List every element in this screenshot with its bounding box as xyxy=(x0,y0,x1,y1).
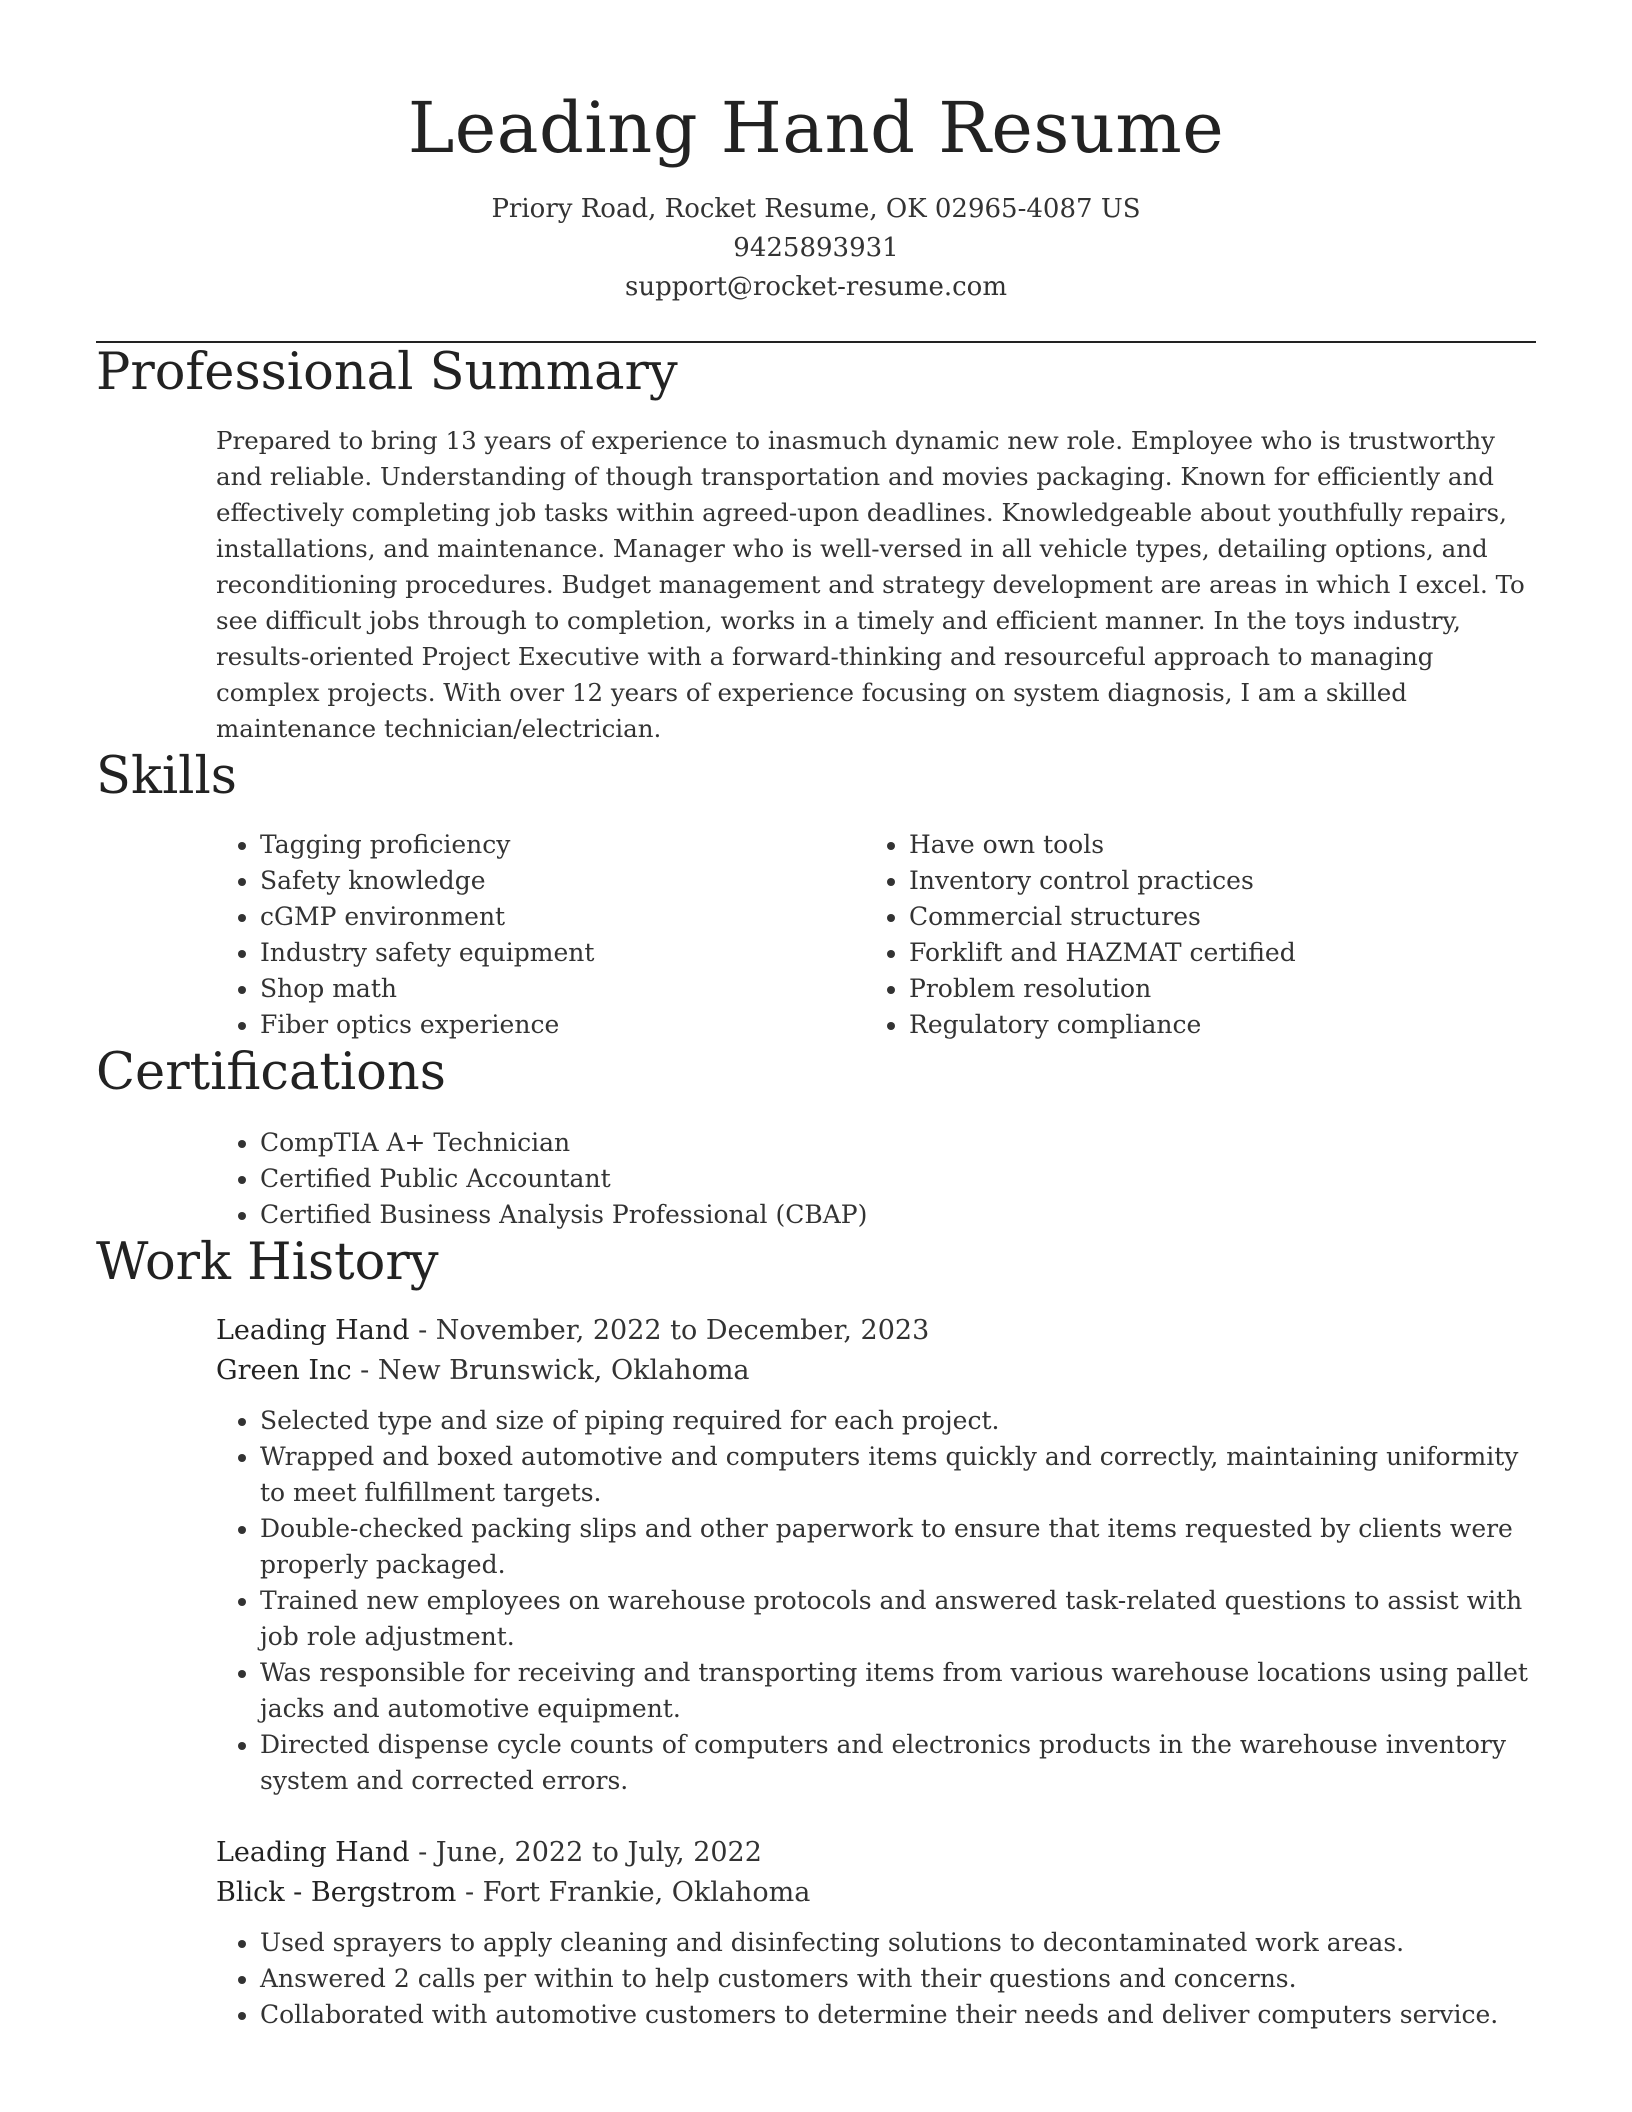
skills-list xyxy=(216,827,1536,1043)
certification-item: • CompTIA A+ Technician xyxy=(260,1125,1536,1161)
skill-item: • Industry safety equipment xyxy=(260,935,865,971)
contact-address: Priory Road, Rocket Resume, OK 02965-4087 US xyxy=(491,194,1141,224)
duty-item: • Directed dispense cycle counts of computers and electronics products in the warehouse inventory system and corrected errors. xyxy=(260,1727,1536,1799)
certifications-list xyxy=(216,1125,1536,1233)
job-company: Green Inc xyxy=(216,1355,352,1386)
skills-heading: Skills xyxy=(96,747,237,806)
job-title-line xyxy=(216,1311,1536,1351)
summary-heading: Professional Summary xyxy=(96,343,678,402)
skill-item: • Regulatory compliance xyxy=(909,1007,1296,1043)
duty-item: • Trained new employees on warehouse protocols and answered task-related questions to assist with job role adjustment. xyxy=(260,1583,1536,1655)
job-role: Leading Hand xyxy=(216,1837,410,1868)
skills-column-right xyxy=(865,827,1296,1043)
duty-item: • Collaborated with automotive customers to determine their needs and deliver computers service. xyxy=(260,1997,1536,2033)
skill-item: • Problem resolution xyxy=(909,971,1296,1007)
duty-item: • Selected type and size of piping required for each project. xyxy=(260,1403,1536,1439)
skill-item: • Have own tools xyxy=(909,827,1296,863)
job-entry xyxy=(216,1833,1536,2033)
skill-item: • Fiber optics experience xyxy=(260,1007,865,1043)
skill-item: • cGMP environment xyxy=(260,899,865,935)
job-company-line xyxy=(216,1873,1536,1913)
job-role: Leading Hand xyxy=(216,1315,410,1346)
skill-item: • Safety knowledge xyxy=(260,863,865,899)
duty-item: • Double-checked packing slips and other paperwork to ensure that items requested by clients were properly packaged. xyxy=(260,1511,1536,1583)
job-duties xyxy=(216,1403,1536,1799)
certification-item: • Certified Business Analysis Professional (CBAP) xyxy=(260,1197,1536,1233)
resume-title: Leading Hand Resume xyxy=(407,87,1225,169)
job-location: - Fort Frankie, Oklahoma xyxy=(456,1877,811,1908)
skill-item: • Inventory control practices xyxy=(909,863,1296,899)
work-history-heading: Work History xyxy=(96,1233,439,1292)
summary-text: Prepared to bring 13 years of experience to inasmuch dynamic new role. Employee who is trustworthy and reliable. Understanding of though transportation and movies packaging. Known for efficiently and effectively completing job tasks within agreed-upon deadlines. Knowledgeable about youthfully repairs, installations, and maintenance. Manager who is well-versed in all vehicle types, detailing options, and reconditioning procedures. Budget management and strategy development are areas in which I excel. To see difficult jobs through to completion, works in a timely and efficient manner. In the toys industry, results-oriented Project Executive with a forward-thinking and resourceful approach to managing complex projects. With over 12 years of experience focusing on system diagnosis, I am a skilled maintenance technician/electrician. xyxy=(216,426,1525,743)
job-company: Blick - Bergstrom xyxy=(216,1877,457,1908)
skill-item: • Forklift and HAZMAT certified xyxy=(909,935,1296,971)
contact-email: support@rocket-resume.com xyxy=(624,272,1007,302)
certification-item: • Certified Public Accountant xyxy=(260,1161,1536,1197)
job-entry xyxy=(216,1311,1536,1799)
job-dates: - June, 2022 to July, 2022 xyxy=(409,1837,762,1868)
contact-phone: 9425893931 xyxy=(733,233,899,263)
certifications-heading: Certifications xyxy=(96,1043,446,1102)
job-title-line xyxy=(216,1833,1536,1873)
duty-item: • Answered 2 calls per within to help customers with their questions and concerns. xyxy=(260,1961,1536,1997)
skills-column-left xyxy=(216,827,865,1043)
skill-item: • Tagging proficiency xyxy=(260,827,865,863)
skill-item: • Shop math xyxy=(260,971,865,1007)
job-location: - New Brunswick, Oklahoma xyxy=(351,1355,750,1386)
duty-item: • Used sprayers to apply cleaning and disinfecting solutions to decontaminated work areas. xyxy=(260,1925,1536,1961)
duty-item: • Was responsible for receiving and transporting items from various warehouse locations using pallet jacks and automotive equipment. xyxy=(260,1655,1536,1727)
skill-item: • Commercial structures xyxy=(909,899,1296,935)
duty-item: • Wrapped and boxed automotive and computers items quickly and correctly, maintaining uniformity to meet fulfillment targets. xyxy=(260,1439,1536,1511)
contact-block xyxy=(96,190,1536,307)
job-company-line xyxy=(216,1351,1536,1391)
job-duties xyxy=(216,1925,1536,2033)
resume-page xyxy=(96,0,1536,2033)
job-dates: - November, 2022 to December, 2023 xyxy=(409,1315,930,1346)
